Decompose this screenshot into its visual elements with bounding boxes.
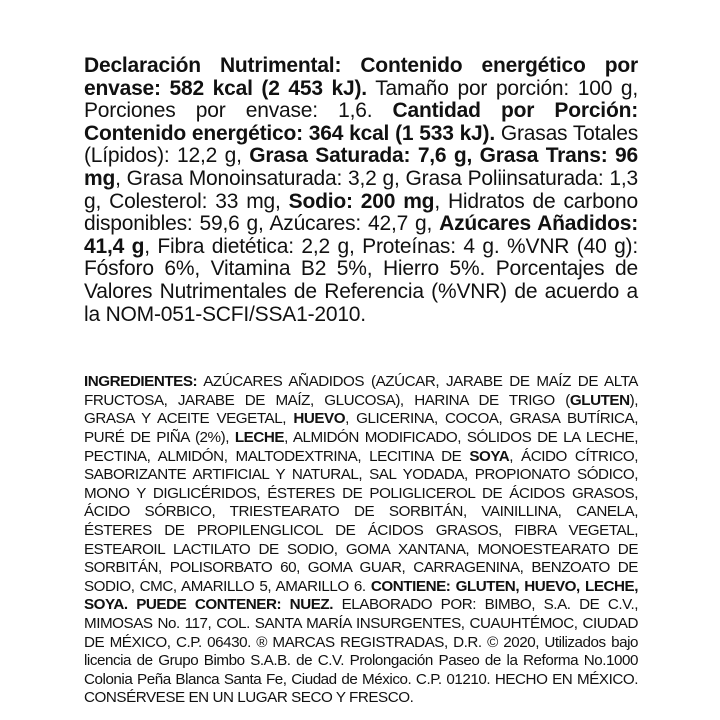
ingredients-paragraph [84,373,638,708]
ingredients-text: AZÚCARES AÑADIDOS (AZÚCAR, JARABE DE MAÍZ DE ALTA FRUCTOSA, JARABE DE MAÍZ, GLUCOSA), HARINA DE TRIGO ( [84,373,638,409]
ingredients-text: , ALMIDÓN MODIFICADO, SÓLIDOS DE LA LECHE, PECTINA, ALMIDÓN, MALTODEXTRINA, LECITINA DE [84,428,638,465]
carbohydrates: , Hidratos de carbono disponibles: 59,6 g, Azúcares: 42,7 g, [84,189,638,236]
added-sugars: Azúcares Añadidos: 41,4 g [84,212,638,258]
ingredients-heading: INGREDIENTES: [84,373,198,391]
manufacturer-info: ELABORADO POR: BIMBO, S.A. DE C.V., MIMOSAS No. 117, COL. SANTA MARÍA INSURGENTES, CUAUHTÉMOC, CIUDAD DE MÉXICO, C.P. 06430. ® MARCAS REGISTRADAS, D.R. © 2020, Utilizados bajo licencia de Grupo Bimbo S.A.B. de C.V. Prolongación Paseo de la Reforma No.1000 Colonia Peña Blanca Santa Fe, Ciudad de México. C.P. 01210. HECHO EN MÉXICO. CONSÉRVESE EN UN LUGAR SECO Y FRESCO. [84,596,638,707]
allergen-soy: SOYA [469,447,510,465]
serving-info: Tamaño por porción: 100 g, Porciones por envase: 1,6. [84,76,638,123]
allergen-statement: CONTIENE: GLUTEN, HUEVO, LECHE, SOYA. PUEDE CONTENER: NUEZ. [84,577,638,614]
allergen-egg: HUEVO [293,410,346,428]
per-serving-energy: Cantidad por Porción: Contenido energético: 364 kcal (1 533 kJ). [84,99,638,145]
ingredients-text: , GLICERINA, COCOA, GRASA BUTÍRICA, PURÉ DE PIÑA (2%), [84,410,639,446]
sodium: Sodio: 200 mg [288,189,435,213]
allergen-gluten: GLUTEN [569,391,630,409]
total-fat: Grasas Totales (Lípidos): 12,2 g, [84,121,638,168]
nutrition-facts-paragraph [84,55,638,326]
ingredients-text: , ÁCIDO CÍTRICO, SABORIZANTE ARTIFICIAL Y NATURAL, SAL YODADA, PROPIONATO SÓDICO, MONO Y DIGLICÉRIDOS, ÉSTERES DE POLIGLICEROL DE ÁCIDOS GRASOS, ÁCIDO SÓRBICO, TRIESTEARATO DE SORBITÁN, VAINILLINA, CANELA, ÉSTERES DE PROPILENGLICOL DE ÁCIDOS GRASOS, FIBRA VEGETAL, ESTEAROIL LACTILATO DE SODIO, GOMA XANTANA, MONOESTEARATO DE SORBITÁN, POLISORBATO 60, GOMA GUAR, CARRAGENINA, BENZOATO DE SODIO, CMC, AMARILLO 5, AMARILLO 6. [84,447,638,595]
allergen-milk: LECHE [234,428,285,446]
fiber-protein-vnr: , Fibra dietética: 2,2 g, Proteínas: 4 g. %VNR (40 g): Fósforo 6%, Vitamina B2 5%, Hierro 5%. Porcentajes de Valores Nutrimentales de Referencia (%VNR) de acuerdo a la NOM-051-SCFI/SSA1-2010. [84,234,638,326]
other-fats: , Grasa Monoinsaturada: 3,2 g, Grasa Poliinsaturada: 1,3 g, Colesterol: 33 mg, [84,166,638,213]
saturated-trans-fat: Grasa Saturada: 7,6 g, Grasa Trans: 96 mg [84,144,638,190]
nutrition-heading: Declaración Nutrimental: Contenido energético por envase: 582 kcal (2 453 kJ). [84,54,638,100]
ingredients-text: ), GRASA Y ACEITE VEGETAL, [84,391,638,428]
